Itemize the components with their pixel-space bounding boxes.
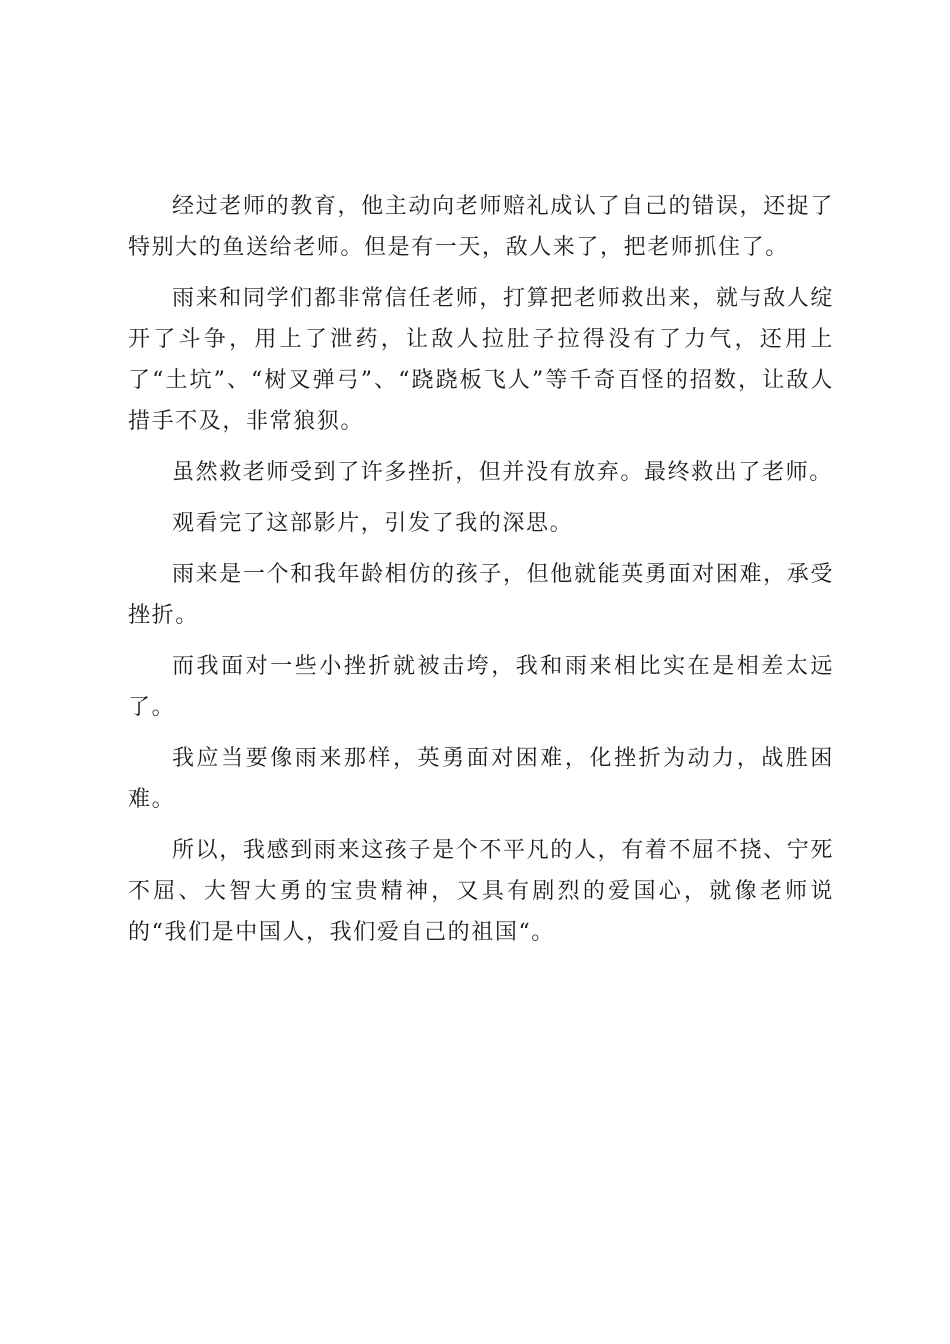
paragraph-1: 经过老师的教育，他主动向老师赔礼成认了自己的错误，还捉了特别大的鱼送给老师。但是有一天，敌人来了，把老师抓住了。: [128, 194, 834, 260]
document-body: [128, 186, 834, 963]
paragraph-2: 雨来和同学们都非常信任老师，打算把老师救出来，就与敌人绽开了斗争，用上了泄药，让敌人拉肚子拉得没有了力气，还用上了“土坑”、“树叉弹弓”、“跷跷板飞人”等千奇百怪的招数，让敌人措手不及，非常狼狈。: [128, 286, 834, 434]
paragraph-8: 所以，我感到雨来这孩子是个不平凡的人，有着不屈不挠、宁死不屈、大智大勇的宝贵精神，又具有剧烈的爱国心，就像老师说的“我们是中国人，我们爱自己的祖国“。: [128, 838, 834, 945]
paragraph-5: 雨来是一个和我年龄相仿的孩子，但他就能英勇面对困难，承受挫折。: [128, 562, 834, 628]
paragraph-3: 虽然救老师受到了许多挫折，但并没有放弃。最终救出了老师。: [172, 460, 833, 485]
paragraph-7: 我应当要像雨来那样，英勇面对困难，化挫折为动力，战胜困难。: [128, 746, 834, 812]
paragraph-4: 观看完了这部影片，引发了我的深思。: [172, 511, 574, 536]
paragraph-6: 而我面对一些小挫折就被击垮，我和雨来相比实在是相差太远了。: [128, 654, 834, 720]
